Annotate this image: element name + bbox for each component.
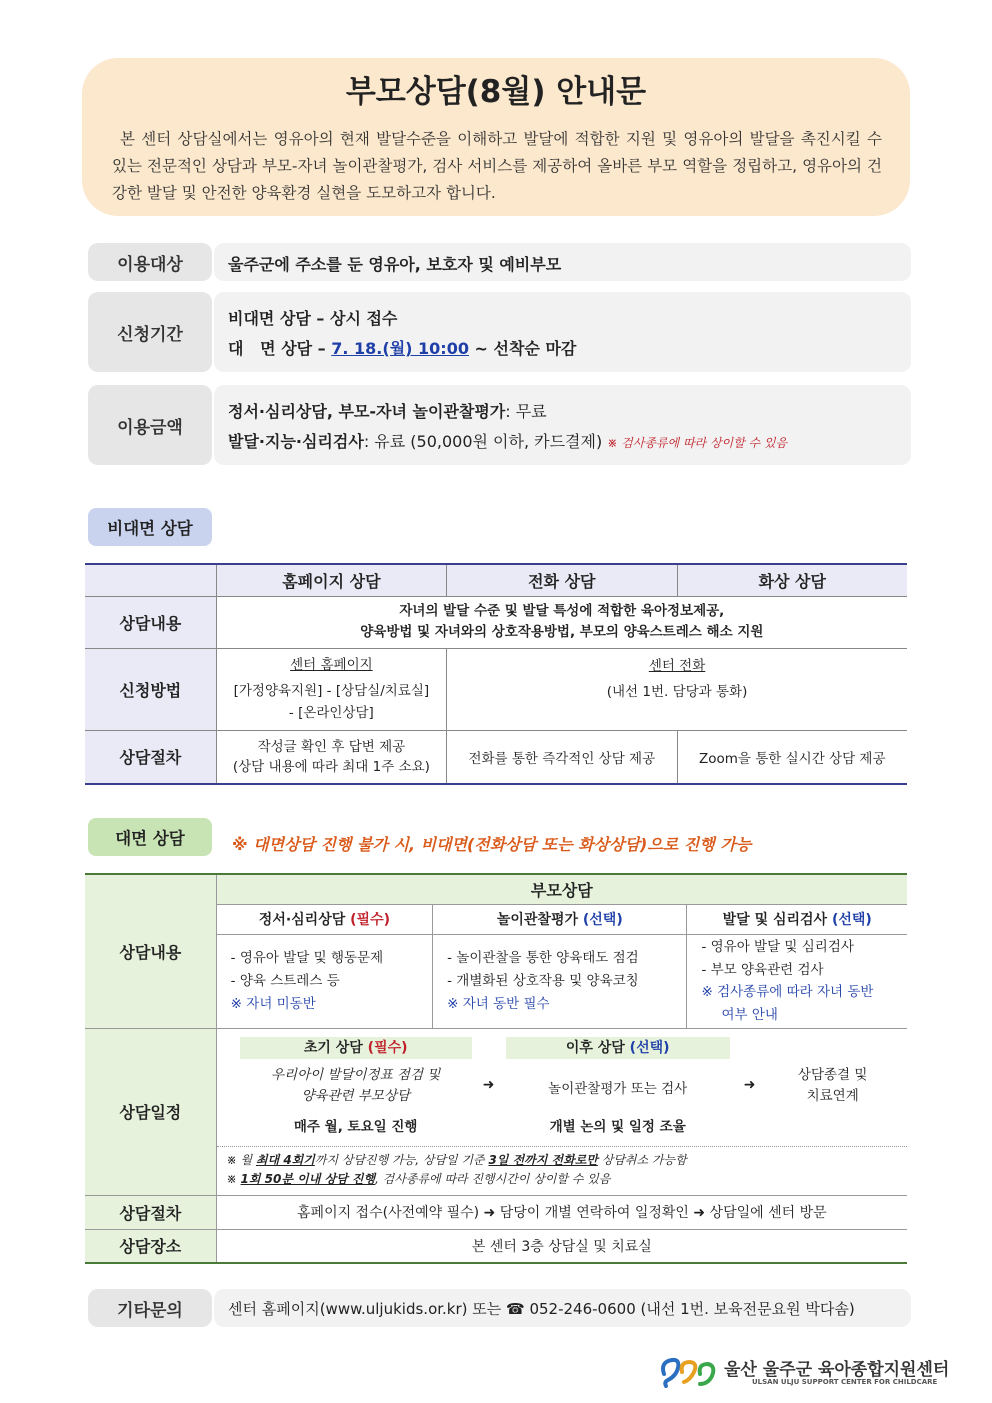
remote-content-line2: 양육방법 및 자녀와의 상호작용방법, 부모의 양육스트레스 해소 지원	[360, 624, 764, 640]
note2-a: ※	[226, 1171, 241, 1186]
period-inperson-suffix: ~ 선착순 마감	[468, 339, 577, 358]
fee-value-box	[214, 385, 911, 465]
remote-section-tag: 비대면 상담	[88, 508, 212, 546]
contact-value-box	[214, 1289, 911, 1327]
schedule-notes	[227, 1151, 687, 1189]
method-home-line2: - [온라인상담]	[288, 705, 374, 721]
arrow-icon: ➜	[482, 1076, 495, 1093]
inperson-place-label: 상담장소	[85, 1229, 216, 1263]
note1-d: 3일 전까지 전화로만	[488, 1152, 598, 1167]
col1-note: ※ 자녀 미동반	[230, 995, 316, 1012]
intro-text: 본 센터 상담실에서는 영유아의 현재 발달수준을 이해하고 발달에 적합한 지원 및 영유아의 발달을 촉진시킬 수 있는 전문적인 상담과 부모-자녀 놀이관찰평가, 검사 서비스를 제공하여 올바른 부모 역할을 정립하고, 영유아의 건강한 발달 및 안전한 양육환경 실현을 도모하고자 합니다.	[112, 130, 882, 202]
inperson-schedule-label: 상담일정	[85, 1028, 216, 1195]
col3-tag: (선택)	[831, 912, 872, 928]
col2-tag: (선택)	[582, 912, 623, 928]
col3-note: ※ 검사종류에 따라 자녀 동반	[701, 984, 874, 1000]
org-name: 울산 울주군 육아종합지원센터	[724, 1360, 950, 1380]
period-label: 신청기간	[88, 292, 212, 372]
method-phone-title: 센터 전화	[648, 657, 706, 674]
fee-line-free	[228, 399, 547, 422]
inperson-col1-content	[216, 934, 432, 1028]
fee-label: 이용금액	[88, 385, 212, 465]
inperson-col1-header	[216, 904, 432, 934]
inperson-main-header: 부모상담	[216, 874, 907, 904]
note1-c: 까지 상담진행 가능, 상담일 기준	[314, 1152, 489, 1167]
note2-c: , 검사종류에 따라 진행시간이 상이할 수 있음	[375, 1171, 611, 1186]
target-value: 울주군에 주소를 둔 영유아, 보호자 및 예비부모	[228, 255, 562, 274]
remote-table	[85, 563, 907, 785]
fee-line-paid	[228, 429, 787, 452]
inperson-col3-header	[687, 904, 907, 934]
target-label: 이용대상	[88, 243, 212, 281]
col2-note: ※ 자녀 동반 필수	[447, 995, 550, 1012]
sched-later-tag	[506, 1037, 730, 1059]
remote-proc-phone: 전화를 통한 즉각적인 상담 제공	[447, 730, 677, 784]
remote-method-phone	[447, 648, 907, 730]
remote-header-video: 화상 상담	[677, 564, 907, 596]
sched-later-optional: (선택)	[629, 1039, 670, 1056]
note1-e: 상담취소 가능함	[597, 1152, 687, 1167]
col2-title: 놀이관찰평가	[496, 912, 583, 928]
org-name-en: ULSAN ULJU SUPPORT CENTER FOR CHILDCARE	[752, 1378, 938, 1386]
col3-note-cont: 여부 안내	[721, 1006, 778, 1023]
period-line-remote: 비대면 상담 – 상시 접수	[228, 309, 398, 328]
sched-first-desc	[240, 1065, 472, 1107]
sched-first-desc-line: 양육관련 부모상담	[301, 1087, 410, 1104]
col1-title: 정서·심리상담	[258, 912, 351, 928]
org-logo-icon	[658, 1352, 718, 1388]
inperson-table	[85, 873, 907, 1264]
fee-note: ※ 검사종류에 따라 상이할 수 있음	[607, 436, 788, 450]
method-home-line1: [가정양육지원] - [상담실/치료실]	[233, 683, 430, 699]
col1-item: - 양육 스트레스 등	[230, 972, 340, 989]
period-value-box	[214, 292, 911, 372]
sched-later-when: 개별 논의 및 일정 조율	[549, 1118, 686, 1135]
period-inperson-date: 7. 18.(월) 10:00	[331, 339, 469, 358]
inperson-col2-header	[433, 904, 687, 934]
inperson-proc-value: 홈페이지 접수(사전예약 필수) ➜ 담당이 개별 연락하여 일정확인 ➜ 상담일에 센터 방문	[216, 1195, 907, 1229]
col2-item: - 개별화된 상호작용 및 양육코칭	[447, 972, 639, 989]
col3-item: - 부모 양육관련 검사	[701, 961, 824, 978]
sched-first-title: 초기 상담	[303, 1039, 368, 1056]
col2-item: - 놀이관찰을 통한 양육태도 점검	[447, 949, 639, 966]
inperson-schedule-cell	[216, 1028, 907, 1195]
note1-b: 최대 4회기	[255, 1152, 315, 1167]
page-title: 부모상담(8월) 안내문	[345, 74, 647, 110]
col3-title: 발달 및 심리검사	[722, 912, 832, 928]
remote-proc-home	[216, 730, 446, 784]
sched-end-line: 치료연계	[806, 1087, 859, 1104]
remote-header-phone: 전화 상담	[447, 564, 677, 596]
sched-later-desc: 놀이관찰평가 또는 검사	[548, 1080, 688, 1097]
schedule-note-1	[227, 1151, 687, 1170]
fee-paid-items: 발달·지능·심리검사	[228, 432, 364, 451]
col1-item: - 영유아 발달 및 행동문제	[230, 949, 384, 966]
note2-b: 1회 50분 이내 상담 진행	[240, 1171, 376, 1186]
remote-method-home	[216, 648, 446, 730]
sched-first-desc-line: 우리아이 발달이정표 점검 및	[270, 1066, 441, 1083]
sched-first-tag	[240, 1037, 472, 1059]
remote-corner-cell	[85, 564, 216, 596]
proc-home-line1: 작성글 확인 후 답변 제공	[257, 738, 406, 755]
col3-item: - 영유아 발달 및 심리검사	[701, 939, 854, 955]
schedule-divider	[217, 1146, 907, 1147]
period-inperson-prefix: 대 면 상담 –	[228, 339, 332, 358]
remote-header-home: 홈페이지 상담	[216, 564, 446, 596]
target-value-box	[214, 243, 911, 281]
note1-a: ※ 월	[226, 1152, 256, 1167]
sched-end	[763, 1065, 903, 1107]
sched-first-required: (필수)	[367, 1039, 408, 1056]
remote-content-line1: 자녀의 발달 수준 및 발달 특성에 적합한 육아정보제공,	[399, 603, 725, 619]
contact-label: 기타문의	[88, 1289, 212, 1327]
schedule-note-2	[227, 1170, 687, 1189]
remote-method-label: 신청방법	[85, 648, 216, 730]
proc-home-line2: (상담 내용에 따라 최대 1주 소요)	[232, 758, 430, 775]
inperson-content-label: 상담내용	[85, 874, 216, 1028]
inperson-col3-content	[687, 934, 907, 1028]
inperson-section-tag: 대면 상담	[88, 818, 212, 856]
fee-free-price: : 무료	[505, 402, 547, 421]
remote-content-label: 상담내용	[85, 596, 216, 648]
method-phone-line: (내선 1번. 담당과 통화)	[606, 683, 748, 700]
contact-value: 센터 홈페이지(www.uljukids.or.kr) 또는 ☎ 052-246-0600 (내선 1번. 보육전문요원 박다솜)	[228, 1300, 855, 1318]
remote-proc-label: 상담절차	[85, 730, 216, 784]
fee-paid-price: : 유료 (50,000원 이하, 카드결제)	[363, 432, 603, 451]
col1-tag: (필수)	[350, 912, 390, 928]
remote-proc-video: Zoom을 통한 실시간 상담 제공	[677, 730, 907, 784]
arrow-icon: ➜	[743, 1076, 756, 1093]
fee-free-items: 정서·심리상담, 부모-자녀 놀이관찰평가	[228, 402, 506, 421]
inperson-place-value: 본 센터 3층 상담실 및 치료실	[216, 1229, 907, 1263]
sched-first-when: 매주 월, 토요일 진행	[293, 1118, 418, 1135]
sched-end-line: 상담종결 및	[797, 1066, 868, 1083]
inperson-proc-label: 상담절차	[85, 1195, 216, 1229]
remote-content-value	[216, 596, 907, 648]
sched-later-title: 이후 상담	[565, 1039, 630, 1056]
method-home-title: 센터 홈페이지	[290, 657, 373, 673]
period-line-inperson	[228, 336, 576, 359]
schedule-area	[217, 1029, 907, 1195]
inperson-col2-content	[433, 934, 687, 1028]
inperson-note: ※ 대면상담 진행 불가 시, 비대면(전화상담 또는 화상상담)으로 진행 가능	[232, 835, 752, 854]
